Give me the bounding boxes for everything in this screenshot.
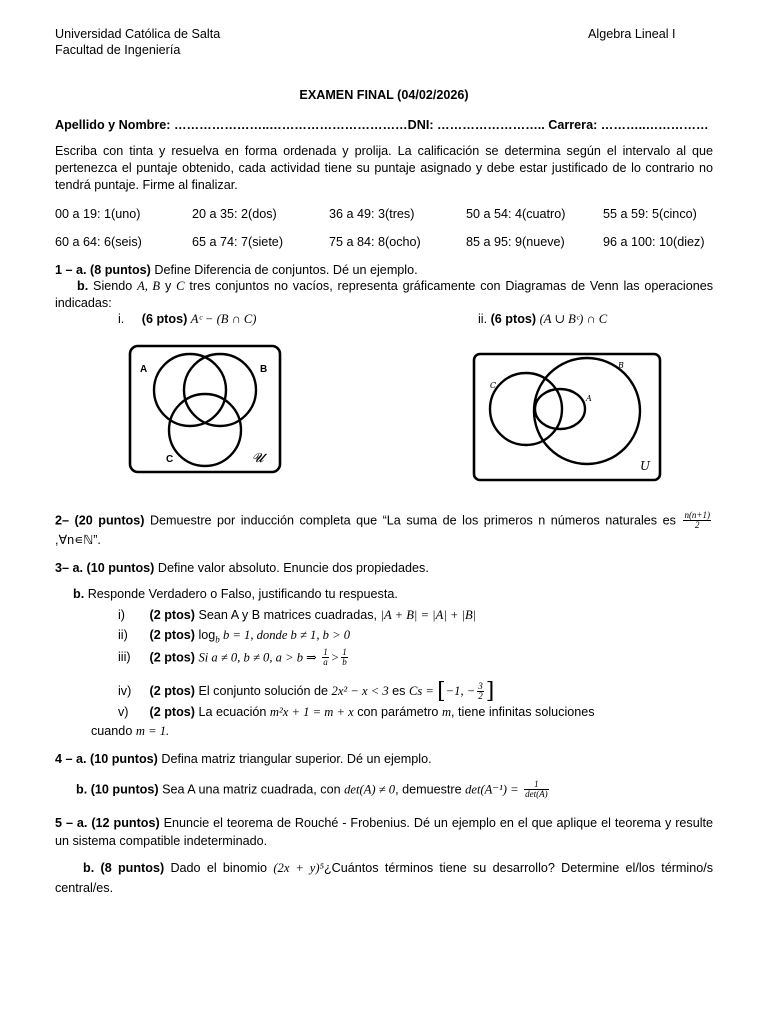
- question-5b: [55, 858, 713, 898]
- interval-close-bracket: ]: [485, 679, 495, 704]
- q1bii-points: (6 ptos): [490, 312, 537, 326]
- q1bii-expression: (A ∪ Bᶜ) ∩ C: [539, 312, 608, 326]
- q5b-points: (8 puntos): [100, 861, 165, 875]
- q3biv-points: (2 ptos): [149, 684, 195, 699]
- q4a-number: 4 – a.: [55, 752, 87, 766]
- student-info-line: [55, 117, 709, 134]
- q4b-label: b.: [76, 782, 88, 797]
- q3bv-param: m: [441, 705, 452, 719]
- question-3b-iii: [118, 648, 350, 668]
- q3bii-log: log: [198, 628, 216, 642]
- q3biii-text: Si a ≠ 0, b ≠ 0, a > b ⇒: [198, 650, 317, 665]
- q4b-text: Sea A una matriz cuadrada, con: [162, 782, 341, 797]
- q3biv-text: El conjunto solución de: [198, 684, 329, 699]
- universe-label: U: [640, 459, 651, 473]
- grade-cell: 85 a 95: 9(nueve): [466, 235, 565, 249]
- grade-cell: 55 a 59: 5(cinco): [603, 207, 697, 221]
- q3bv-text: La ecuación: [198, 705, 267, 719]
- q3bii-sub: b: [215, 634, 220, 645]
- q4b-text2: , demuestre: [395, 782, 462, 797]
- faculty-name: Facultad de Ingeniería: [55, 43, 181, 57]
- question-3b-v: [118, 704, 595, 721]
- frac-num: 3: [478, 680, 483, 691]
- q2-tail: ,∀n∊ℕ”.: [55, 532, 101, 547]
- q1b-sets: A, B: [137, 279, 161, 293]
- question-1b: [55, 278, 713, 312]
- q3biv-interval-left: −1, −: [445, 684, 476, 699]
- question-3b-i: [118, 607, 476, 624]
- q3bv-label: v): [118, 705, 129, 719]
- dni-label: DNI:: [407, 118, 434, 132]
- grade-cell: 00 a 19: 1(uno): [55, 207, 141, 221]
- grade-cell: 96 a 100: 10(diez): [603, 235, 705, 249]
- q2-frac-den: 2: [694, 520, 700, 531]
- set-b-circle: [534, 358, 640, 464]
- name-dots: …………………..……………………………: [173, 118, 408, 132]
- venn-diagram-1: [128, 344, 282, 474]
- q1b-label: b.: [77, 279, 89, 293]
- q3b-text: Responde Verdadero o Falso, justificando tu respuesta.: [87, 587, 398, 601]
- q3bi-math: |A + B| = |A| + |B|: [380, 608, 477, 622]
- q1b-text-3: tres conjuntos no vacíos, representa gráficamente con Diagramas de Venn las operaciones indicadas:: [55, 279, 714, 310]
- question-1b-ii: [478, 311, 607, 328]
- grade-cell: 50 a 54: 4(cuatro): [466, 207, 566, 221]
- set-c-circle: [490, 373, 562, 445]
- q3bv-math: m²x + 1 = m + x: [269, 705, 354, 719]
- set-b-label: B: [260, 364, 268, 375]
- q4b-math1: det(A) ≠ 0: [344, 782, 396, 797]
- q5b-text2: ¿Cuántos términos tiene su desarrollo? Determine el/los término/s central/es.: [55, 861, 714, 896]
- question-4a: [55, 751, 432, 768]
- q2-frac-num: n(n+1): [684, 510, 711, 520]
- q3biii-points: (2 ptos): [149, 650, 195, 665]
- question-3a: [55, 560, 429, 577]
- frac-den: b: [342, 657, 347, 668]
- q1a-text: Define Diferencia de conjuntos. Dé un ejemplo.: [154, 263, 418, 277]
- q3bii-label: ii): [118, 628, 128, 642]
- set-a-label: A: [586, 394, 592, 403]
- q2-fraction: [683, 511, 711, 531]
- q1b-set-c: C: [176, 279, 185, 293]
- question-5a: [55, 815, 713, 850]
- q3bi-text: Sean A y B matrices cuadradas,: [198, 608, 377, 622]
- q3biii-frac-2: [341, 648, 348, 668]
- q1bi-label: i.: [118, 312, 125, 326]
- q5a-number: 5 – a.: [55, 816, 88, 830]
- set-c-label: C: [490, 381, 497, 390]
- q3biv-math: 2x² − x < 3: [331, 684, 389, 699]
- q3a-text: Define valor absoluto. Enuncie dos propiedades.: [157, 561, 429, 575]
- career-label: Carrera:: [548, 118, 598, 132]
- question-2: [55, 511, 713, 550]
- q2-points: (20 puntos): [74, 513, 145, 528]
- exam-title: EXAMEN FINAL (04/02/2026): [299, 88, 469, 102]
- career-dots: ………..……………: [600, 118, 709, 132]
- q3bii-points: (2 ptos): [149, 628, 195, 642]
- frac-den: det(A): [525, 789, 548, 800]
- q3a-points: (10 puntos): [86, 561, 155, 575]
- q3biii-gt: >: [330, 650, 340, 665]
- set-a-label: A: [140, 364, 148, 375]
- q3bv-text2: con parámetro: [357, 705, 439, 719]
- q4a-text: Defina matriz triangular superior. Dé un ejemplo.: [161, 752, 432, 766]
- set-a-circle: [154, 354, 226, 426]
- q3biv-text2: es: [392, 684, 406, 699]
- set-c-label: C: [166, 454, 174, 465]
- q3bv-line2-math: m = 1.: [135, 724, 170, 738]
- q3bv-points: (2 ptos): [149, 705, 195, 719]
- universe-label: 𝓤: [252, 451, 264, 466]
- q1bii-label: ii.: [478, 312, 488, 326]
- q1b-text-2: y: [164, 279, 172, 293]
- q3bv-text3: , tiene infinitas soluciones: [451, 705, 595, 719]
- frac-den: 2: [478, 691, 483, 702]
- question-4b: [76, 780, 551, 800]
- question-1a: [55, 262, 418, 279]
- q1a-points: (8 puntos): [90, 263, 151, 277]
- q3biv-label: iv): [118, 684, 132, 699]
- question-3b: [73, 586, 398, 603]
- venn-diagram-2: [472, 352, 662, 482]
- q5b-text: Dado el binomio: [170, 861, 268, 875]
- set-c-circle: [169, 394, 241, 466]
- frac-num: 1: [342, 647, 347, 657]
- q4b-fraction: [524, 780, 549, 800]
- q3bi-points: (2 ptos): [149, 608, 195, 622]
- q1bi-expression: Aᶜ − (B ∩ C): [190, 312, 257, 326]
- course-name: Algebra Lineal I: [588, 27, 676, 41]
- q2-text: Demuestre por inducción completa que “La suma de los primeros n números naturales es: [149, 513, 676, 528]
- q3biii-frac-1: [322, 648, 329, 668]
- question-3b-ii: [118, 627, 350, 646]
- q3biii-label: iii): [118, 650, 131, 665]
- grade-cell: 75 a 84: 8(ocho): [329, 235, 421, 249]
- q3biv-cs: Cs =: [408, 684, 438, 699]
- question-1b-i: [118, 311, 256, 328]
- frac-den: a: [323, 657, 328, 668]
- q5b-math: (2x + y)⁵: [273, 861, 324, 875]
- interval-open-bracket: [: [437, 679, 446, 704]
- q5a-text: Enuncie el teorema de Rouché - Frobenius. Dé un ejemplo en el que aplique el teorema y resulte un sistema compatible indeterminado.: [55, 816, 714, 848]
- q3bi-label: i): [118, 608, 125, 622]
- grade-cell: 36 a 49: 3(tres): [329, 207, 415, 221]
- q1b-text-1: Siendo: [93, 279, 133, 293]
- university-name: Universidad Católica de Salta: [55, 27, 221, 41]
- frac-num: 1: [323, 647, 328, 657]
- name-label: Apellido y Nombre:: [55, 118, 171, 132]
- question-3b-v-line2: [91, 723, 169, 740]
- frac-num: 1: [524, 780, 549, 790]
- q4b-math2: det(A⁻¹) =: [465, 782, 519, 797]
- q2-number: 2–: [55, 513, 70, 528]
- q3biv-frac: [477, 682, 484, 702]
- q3bii-math: b = 1, donde b ≠ 1, b > 0: [219, 628, 351, 642]
- instructions: Escriba con tinta y resuelva en forma ordenada y prolija. La calificación se determina según el intervalo al que pertenezca el puntaje obtenido, cada actividad tiene su puntaje asignado y debe estar justificado de lo contrario no tendrá puntaje. Firme al finalizar.: [55, 144, 713, 193]
- set-b-circle: [184, 354, 256, 426]
- grade-cell: 20 a 35: 2(dos): [192, 207, 277, 221]
- set-b-label: B: [618, 361, 624, 370]
- grade-cell: 60 a 64: 6(seis): [55, 235, 142, 249]
- q1bi-points: (6 ptos): [141, 312, 188, 326]
- question-3b-iv: [118, 677, 494, 707]
- q4b-points: (10 puntos): [90, 782, 159, 797]
- q4a-points: (10 puntos): [90, 752, 158, 766]
- q1a-number: 1 – a.: [55, 263, 87, 277]
- q5a-points: (12 puntos): [91, 816, 160, 830]
- q5b-label: b.: [83, 861, 95, 875]
- grade-cell: 65 a 74: 7(siete): [192, 235, 284, 249]
- q3b-label: b.: [73, 587, 85, 601]
- dni-dots: ……………………..: [437, 118, 545, 132]
- q3a-number: 3– a.: [55, 561, 84, 575]
- q3bv-line2: cuando: [91, 724, 133, 738]
